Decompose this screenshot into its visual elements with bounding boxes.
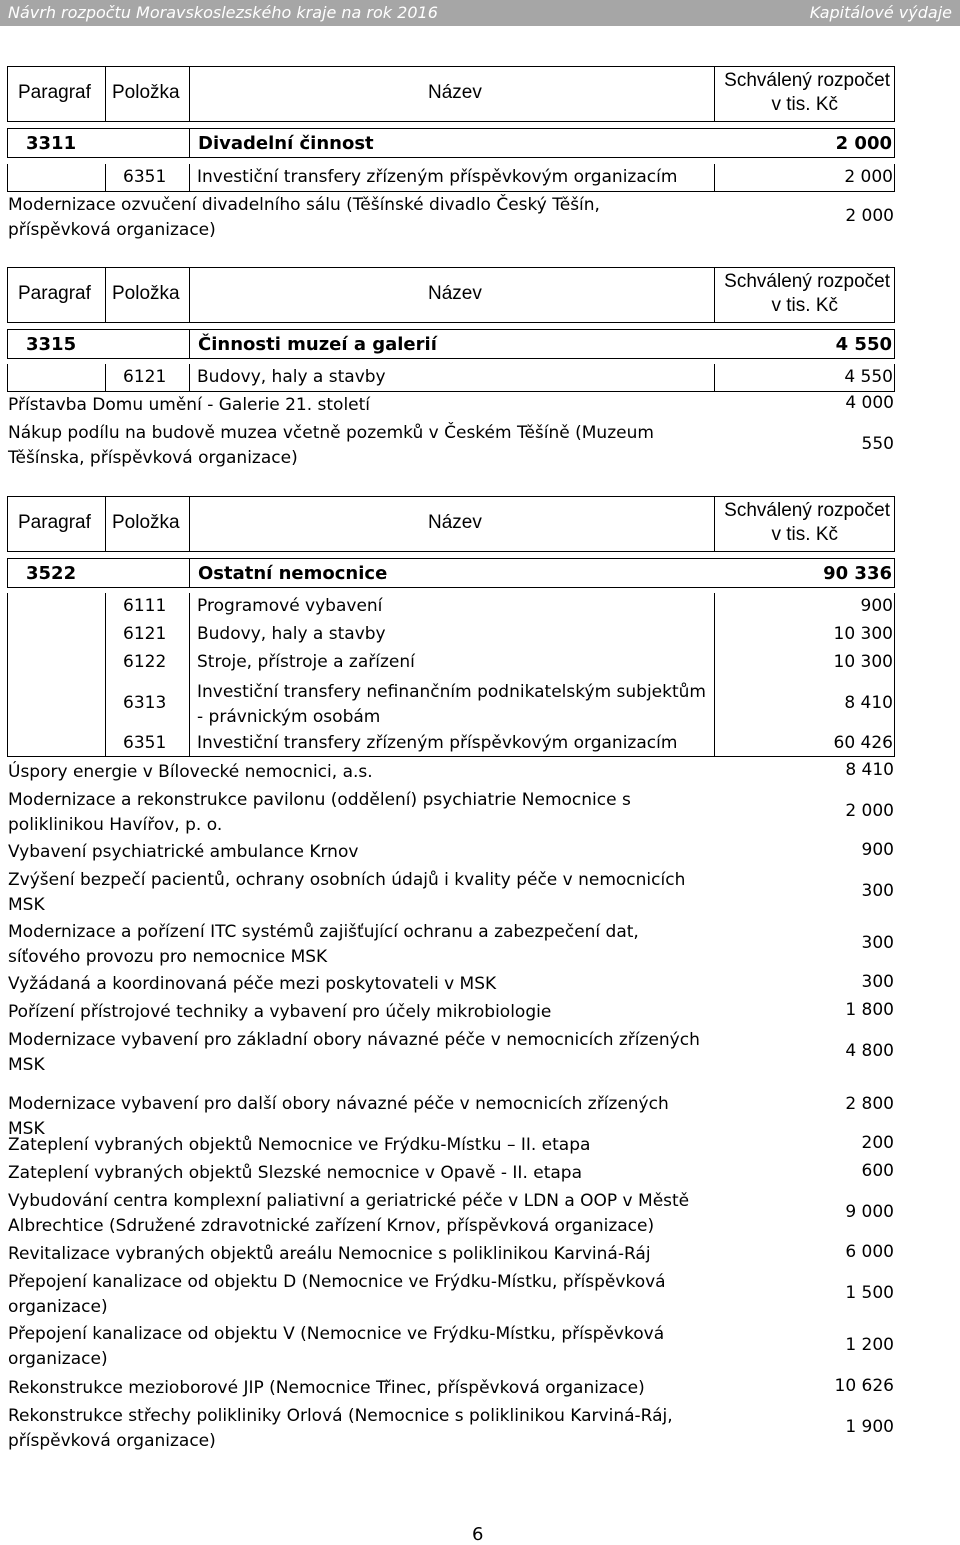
header-paragraf: Paragraf bbox=[18, 512, 91, 533]
line-row bbox=[7, 680, 895, 730]
item-value: 1 200 bbox=[845, 1335, 894, 1355]
header-nazev: Název bbox=[428, 512, 482, 533]
header-nazev: Název bbox=[428, 82, 482, 103]
list-item: Přepojení kanalizace od objektu D (Nemocnice ve Frýdku-Místku, příspěvková organizace) bbox=[8, 1272, 666, 1317]
table-header bbox=[7, 66, 895, 122]
line-value: 900 bbox=[860, 596, 893, 616]
line-value: 10 300 bbox=[833, 652, 893, 672]
line-code: 6121 bbox=[123, 367, 167, 387]
list-item: Rekonstrukce mezioborové JIP (Nemocnice Třinec, příspěvková organizace) bbox=[8, 1378, 645, 1398]
line-code: 6313 bbox=[123, 693, 167, 713]
list-item: Vyžádaná a koordinovaná péče mezi poskytovateli v MSK bbox=[8, 974, 497, 994]
list-item: Vybavení psychiatrické ambulance Krnov bbox=[8, 842, 359, 862]
header-rozpocet-unit: v tis. Kč bbox=[771, 295, 838, 316]
line-name: Investiční transfery zřízeným příspěvkovým organizacím bbox=[197, 167, 678, 187]
table-header bbox=[7, 267, 895, 323]
item-value: 4 000 bbox=[845, 393, 894, 413]
header-rozpocet: Schválený rozpočet bbox=[724, 500, 890, 521]
item-value: 2 000 bbox=[845, 206, 894, 226]
paragraf-number: 3315 bbox=[26, 334, 77, 355]
line-code: 6122 bbox=[123, 652, 167, 672]
paragraf-name: Činnosti muzeí a galerií bbox=[198, 334, 437, 355]
line-code: 6121 bbox=[123, 624, 167, 644]
header-rozpocet: Schválený rozpočet bbox=[724, 70, 890, 91]
paragraf-total: 90 336 bbox=[823, 563, 892, 584]
item-value: 9 000 bbox=[845, 1202, 894, 1222]
header-polozka: Položka bbox=[112, 512, 180, 533]
list-item: Zateplení vybraných objektů Slezské nemocnice v Opavě - II. etapa bbox=[8, 1163, 583, 1183]
banner-title: Návrh rozpočtu Moravskoslezského kraje na rok 2016 bbox=[8, 3, 438, 22]
list-item: Úspory energie v Bílovecké nemocnici, a.s. bbox=[8, 762, 373, 782]
paragraf-number: 3522 bbox=[26, 563, 77, 584]
item-value: 300 bbox=[861, 972, 894, 992]
paragraf-total: 4 550 bbox=[835, 334, 892, 355]
paragraf-name: Ostatní nemocnice bbox=[198, 563, 388, 584]
item-value: 300 bbox=[861, 881, 894, 901]
header-paragraf: Paragraf bbox=[18, 283, 91, 304]
list-item: Modernizace ozvučení divadelního sálu (Těšínské divadlo Český Těšín, příspěvková organizace) bbox=[8, 195, 600, 240]
page-number: 6 bbox=[472, 1524, 484, 1545]
item-value: 200 bbox=[861, 1133, 894, 1153]
line-value: 60 426 bbox=[833, 733, 893, 753]
table-header bbox=[7, 496, 895, 552]
item-value: 300 bbox=[861, 933, 894, 953]
list-item: Vybudování centra komplexní paliativní a geriatrické péče v LDN a OOP v Městě Albrechtice (Sdružené zdravotnické zařízení Krnov, příspěvková organizace) bbox=[8, 1191, 690, 1236]
paragraf-row bbox=[7, 128, 895, 158]
item-value: 1 500 bbox=[845, 1283, 894, 1303]
item-value: 8 410 bbox=[845, 760, 894, 780]
item-value: 1 800 bbox=[845, 1000, 894, 1020]
line-code: 6111 bbox=[123, 596, 167, 616]
header-polozka: Položka bbox=[112, 82, 180, 103]
line-code: 6351 bbox=[123, 733, 167, 753]
item-value: 10 626 bbox=[834, 1376, 894, 1396]
header-nazev: Název bbox=[428, 283, 482, 304]
header-rozpocet: Schválený rozpočet bbox=[724, 271, 890, 292]
paragraf-total: 2 000 bbox=[835, 133, 892, 154]
item-value: 900 bbox=[861, 840, 894, 860]
paragraf-number: 3311 bbox=[26, 133, 77, 154]
line-name: Investiční transfery zřízeným příspěvkovým organizacím bbox=[197, 733, 678, 753]
banner-section: Kapitálové výdaje bbox=[809, 3, 952, 22]
line-value: 8 410 bbox=[844, 693, 893, 713]
item-value: 4 800 bbox=[845, 1041, 894, 1061]
line-name: Investiční transfery nefinančním podnikatelským subjektům - právnickým osobám bbox=[197, 682, 706, 727]
list-item: Přístavba Domu umění - Galerie 21. století bbox=[8, 395, 371, 415]
page-banner bbox=[0, 0, 960, 26]
list-item: Revitalizace vybraných objektů areálu Nemocnice s poliklinikou Karviná-Ráj bbox=[8, 1244, 651, 1264]
paragraf-row bbox=[7, 558, 895, 588]
header-polozka: Položka bbox=[112, 283, 180, 304]
line-name: Budovy, haly a stavby bbox=[197, 624, 386, 644]
list-item: Modernizace vybavení pro základní obory návazné péče v nemocnicích zřízených MSK bbox=[8, 1030, 700, 1075]
item-value: 1 900 bbox=[845, 1417, 894, 1437]
list-item: Modernizace a rekonstrukce pavilonu (oddělení) psychiatrie Nemocnice s poliklinikou Havířov, p. o. bbox=[8, 790, 631, 835]
header-paragraf: Paragraf bbox=[18, 82, 91, 103]
line-name: Programové vybavení bbox=[197, 596, 383, 616]
line-value: 2 000 bbox=[844, 167, 893, 187]
list-item: Zvýšení bezpečí pacientů, ochrany osobních údajů i kvality péče v nemocnicích MSK bbox=[8, 870, 686, 915]
item-value: 2 000 bbox=[845, 801, 894, 821]
list-item: Rekonstrukce střechy polikliniky Orlová (Nemocnice s poliklinikou Karviná-Ráj, příspěvková organizace) bbox=[8, 1406, 673, 1451]
paragraf-row bbox=[7, 329, 895, 359]
item-value: 2 800 bbox=[845, 1094, 894, 1114]
list-item: Nákup podílu na budově muzea včetně pozemků v Českém Těšíně (Muzeum Těšínska, příspěvková organizace) bbox=[8, 423, 654, 468]
header-rozpocet-unit: v tis. Kč bbox=[771, 94, 838, 115]
paragraf-name: Divadelní činnost bbox=[198, 133, 374, 154]
line-name: Stroje, přístroje a zařízení bbox=[197, 652, 415, 672]
line-code: 6351 bbox=[123, 167, 167, 187]
list-item: Modernizace vybavení pro další obory návazné péče v nemocnicích zřízených MSK bbox=[8, 1094, 669, 1139]
line-name: Budovy, haly a stavby bbox=[197, 367, 386, 387]
list-item: Pořízení přístrojové techniky a vybavení pro účely mikrobiologie bbox=[8, 1002, 552, 1022]
list-item: Přepojení kanalizace od objektu V (Nemocnice ve Frýdku-Místku, příspěvková organizace) bbox=[8, 1324, 665, 1369]
header-rozpocet-unit: v tis. Kč bbox=[771, 524, 838, 545]
list-item: Zateplení vybraných objektů Nemocnice ve Frýdku-Místku – II. etapa bbox=[8, 1135, 591, 1155]
item-value: 6 000 bbox=[845, 1242, 894, 1262]
list-item: Modernizace a pořízení ITC systémů zajišťující ochranu a zabezpečení dat, síťového provozu pro nemocnice MSK bbox=[8, 922, 639, 967]
item-value: 550 bbox=[861, 434, 894, 454]
item-value: 600 bbox=[861, 1161, 894, 1181]
line-value: 4 550 bbox=[844, 367, 893, 387]
line-value: 10 300 bbox=[833, 624, 893, 644]
